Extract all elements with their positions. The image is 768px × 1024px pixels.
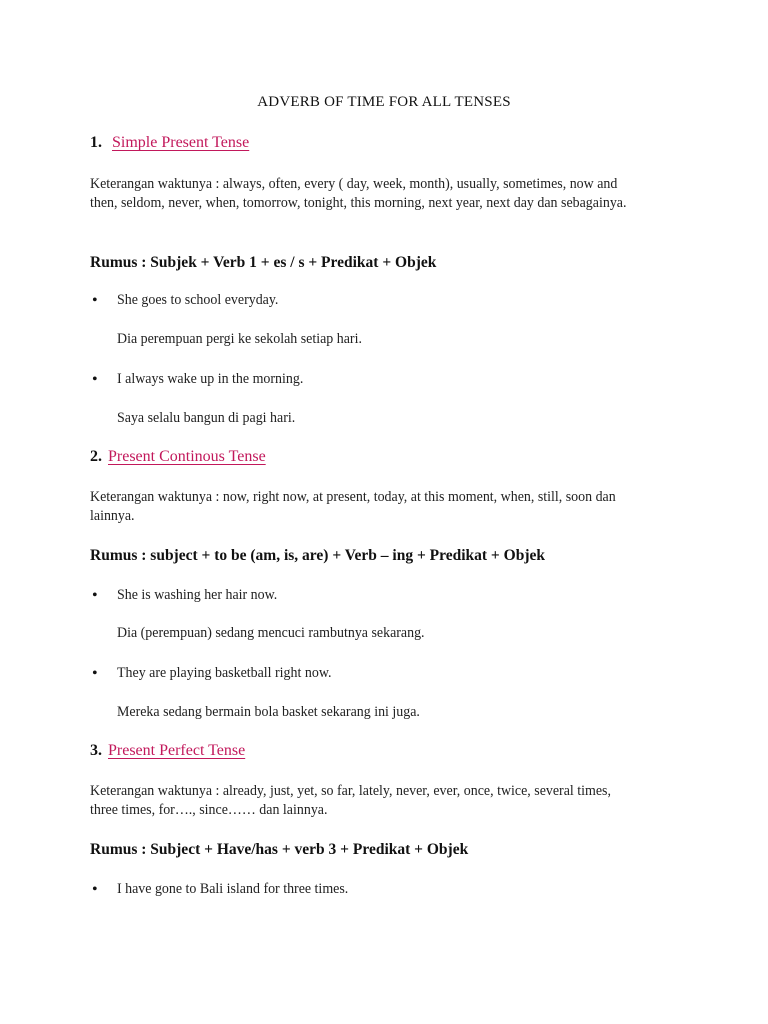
adverb-list-paragraph: Keterangan waktunya : always, often, every ( day, week, month), usually, sometimes, now and then, seldom, never, when, tomorrow, tonight, this morning, next year, next day dan sebagainya. — [90, 176, 627, 211]
adverb-list-paragraph: Keterangan waktunya : now, right now, at present, today, at this moment, when, still, soon dan lainnya. — [90, 489, 616, 524]
example-translation: Mereka sedang bermain bola basket sekarang ini juga. — [117, 704, 420, 720]
example-translation: Dia perempuan pergi ke sekolah setiap hari. — [117, 331, 362, 347]
section-title-link[interactable]: Simple Present Tense — [112, 134, 250, 151]
section-title-link[interactable]: Present Perfect Tense — [108, 742, 246, 759]
section-heading-2 — [90, 448, 266, 466]
bullet-icon: • — [92, 371, 98, 388]
document-title: ADVERB OF TIME FOR ALL TENSES — [257, 94, 511, 110]
section-title-link[interactable]: Present Continous Tense — [108, 448, 266, 465]
formula-text: Rumus : Subject + Have/has + verb 3 + Predikat + Objek — [90, 841, 469, 858]
adverb-list-paragraph: Keterangan waktunya : already, just, yet, so far, lately, never, ever, once, twice, several times, three times, for…., since…… dan lainnya. — [90, 783, 611, 818]
section-number: 2. — [90, 448, 102, 465]
bullet-icon: • — [92, 292, 98, 309]
example-sentence: I always wake up in the morning. — [117, 371, 304, 387]
section-number: 1. — [90, 134, 102, 151]
example-translation: Dia (perempuan) sedang mencuci rambutnya sekarang. — [117, 625, 425, 641]
formula-text: Rumus : subject + to be (am, is, are) + Verb – ing + Predikat + Objek — [90, 547, 545, 564]
formula-text: Rumus : Subjek + Verb 1 + es / s + Predikat + Objek — [90, 254, 437, 271]
example-sentence: They are playing basketball right now. — [117, 665, 332, 681]
section-heading-3 — [90, 742, 245, 760]
example-sentence: She is washing her hair now. — [117, 587, 278, 603]
bullet-icon: • — [92, 881, 98, 898]
bullet-icon: • — [92, 587, 98, 604]
bullet-icon: • — [92, 665, 98, 682]
section-heading-1 — [90, 134, 249, 152]
example-translation: Saya selalu bangun di pagi hari. — [117, 410, 296, 426]
example-sentence: She goes to school everyday. — [117, 292, 279, 308]
example-sentence: I have gone to Bali island for three times. — [117, 881, 349, 897]
section-number: 3. — [90, 742, 102, 759]
